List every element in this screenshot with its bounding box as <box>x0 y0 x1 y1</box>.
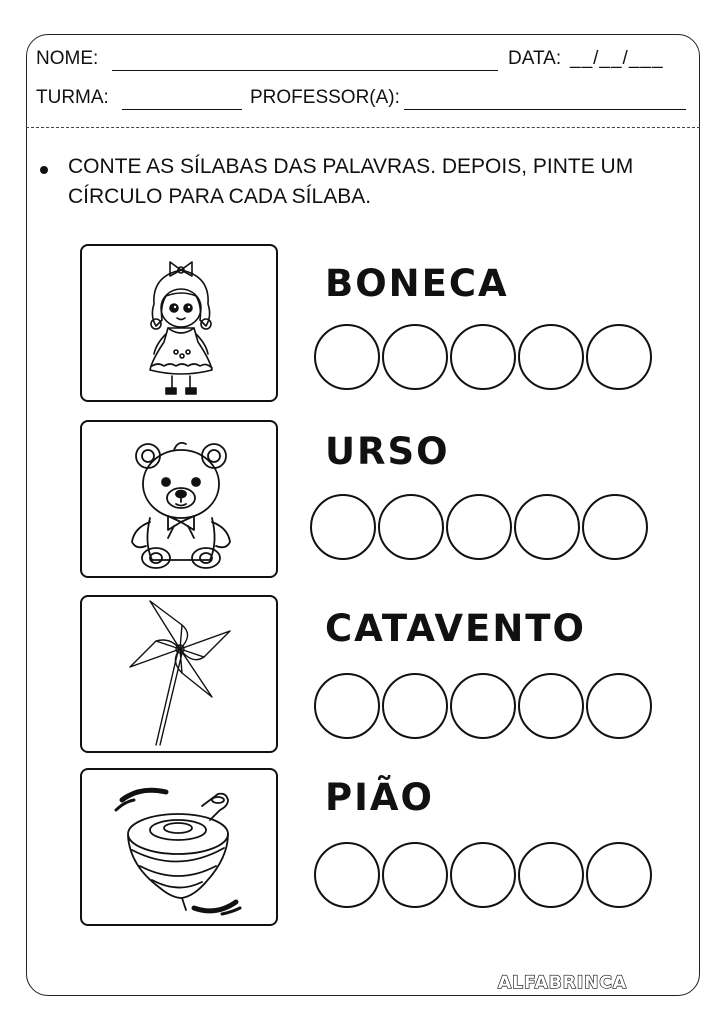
exercise-row <box>0 768 724 928</box>
word-label: PIÃO <box>325 776 434 819</box>
date-field[interactable]: __/__/___ <box>570 48 664 69</box>
syllable-circle[interactable] <box>446 494 512 560</box>
syllable-circle[interactable] <box>450 673 516 739</box>
syllable-circle[interactable] <box>314 673 380 739</box>
teacher-label: PROFESSOR(A): <box>250 87 400 108</box>
syllable-circle[interactable] <box>378 494 444 560</box>
name-field[interactable] <box>112 70 498 71</box>
syllable-circle[interactable] <box>586 842 652 908</box>
teddy-bear-icon <box>82 422 280 580</box>
picture-box <box>80 244 278 402</box>
spinning-top-icon <box>82 770 280 928</box>
teacher-field[interactable] <box>404 109 686 110</box>
syllable-circle[interactable] <box>518 842 584 908</box>
bullet <box>40 166 48 174</box>
syllable-circle[interactable] <box>582 494 648 560</box>
name-label: NOME: <box>36 48 99 69</box>
syllable-circle[interactable] <box>382 842 448 908</box>
syllable-circle[interactable] <box>314 842 380 908</box>
doll-icon <box>82 246 280 404</box>
exercise-row <box>0 244 724 404</box>
syllable-circle[interactable] <box>586 324 652 390</box>
instruction-text: CONTE AS SÍLABAS DAS PALAVRAS. DEPOIS, PINTE UM CÍRCULO PARA CADA SÍLABA. <box>68 155 634 208</box>
exercise-row <box>0 595 724 755</box>
date-label: DATA: <box>508 48 562 69</box>
syllable-circle[interactable] <box>450 842 516 908</box>
syllable-circle[interactable] <box>382 673 448 739</box>
syllable-circle[interactable] <box>586 673 652 739</box>
syllable-circle[interactable] <box>514 494 580 560</box>
syllable-circle[interactable] <box>518 324 584 390</box>
word-label: BONECA <box>325 262 509 305</box>
brand-logo: ALFABRINCA <box>498 973 628 993</box>
class-field[interactable] <box>122 109 242 110</box>
exercise-row <box>0 420 724 580</box>
header <box>26 34 700 128</box>
picture-box <box>80 768 278 926</box>
class-label: TURMA: <box>36 87 109 108</box>
pinwheel-icon <box>82 597 280 755</box>
syllable-circle[interactable] <box>450 324 516 390</box>
word-label: URSO <box>325 430 450 473</box>
syllable-circle[interactable] <box>518 673 584 739</box>
word-label: CATAVENTO <box>325 607 586 650</box>
picture-box <box>80 420 278 578</box>
syllable-circle[interactable] <box>310 494 376 560</box>
picture-box <box>80 595 278 753</box>
syllable-circle[interactable] <box>382 324 448 390</box>
syllable-circle[interactable] <box>314 324 380 390</box>
